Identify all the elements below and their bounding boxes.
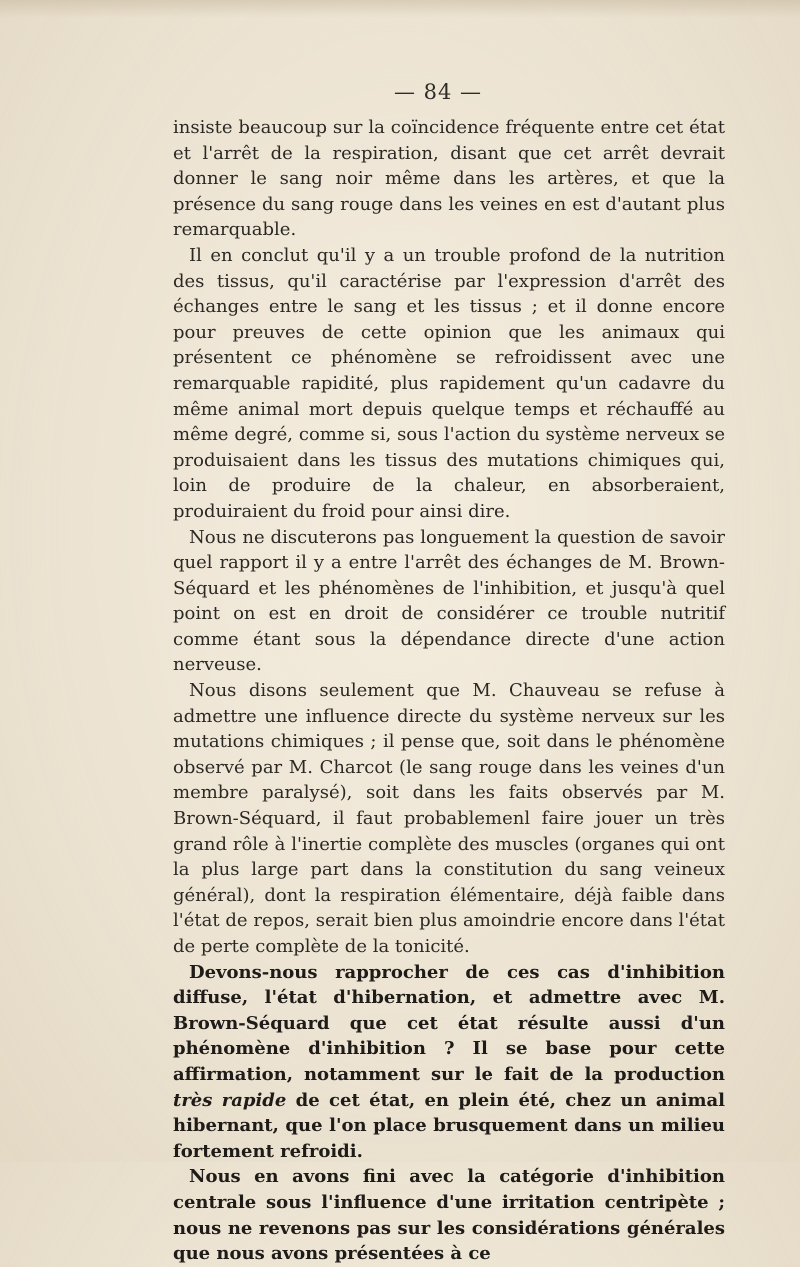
paragraph-2: Il en conclut qu'il y a un trouble profond de la nutrition des tissus, qu'il caractérise par l'expression d'arrêt des échanges entre le sang et les tissus ; et il donne encore pour preuves de cette opinion que les animaux qui présentent ce phénomène se refroidissent avec une remarquable rapidité, plus rapidement qu'un cadavre du même animal mort depuis quelque temps et réchauffé au même degré, comme si, sous l'action du système nerveux se produisaient dans les tissus des mutations chimiques qui, loin de produire de la chaleur, en absorberaient, produiraient du froid pour ainsi dire. [173, 244, 725, 522]
paragraph-5 [173, 960, 725, 1165]
page-top-edge-shadow [0, 0, 800, 18]
paragraph-3: Nous ne discuterons pas longuement la question de savoir quel rapport il y a entre l'arrêt des échanges de M. Brown-Séquard et les phénomènes de l'inhibition, et jusqu'à quel point on est en droit de considérer ce trouble nutritif comme étant sous la dépendance directe d'une action nerveuse. [173, 526, 725, 676]
paragraph-5-text-before: Devons-nous rapprocher de ces cas d'inhibition diffuse, l'état d'hibernation, et admettre avec M. Brown-Séquard que cet état résulte aussi d'un phénomène d'inhibition ? Il se base pour cette affirmation, notamment sur le fait de la production [173, 961, 725, 1085]
paragraph-4: Nous disons seulement que M. Chauveau se refuse à admettre une influence directe du système nerveux sur les mutations chimiques ; il pense que, soit dans le phénomène observé par M. Charcot (le sang rouge dans les veines d'un membre paralysé), soit dans les faits observés par M. Brown-Séquard, il faut probablemenl faire jouer un très grand rôle à l'inertie complète des muscles (organes qui ont la plus large part dans la constitution du sang veineux général), dont la respiration élémentaire, déjà faible dans l'état de repos, serait bien plus amoindrie encore dans l'état de perte complète de la tonicité. [173, 680, 725, 957]
paragraph-5-italic: très rapide [173, 1089, 287, 1111]
paragraph-1: insiste beaucoup sur la coïncidence fréquente entre cet état et l'arrêt de la respiration, disant que cet arrêt devrait donner le sang noir même dans les artères, et que la présence du sang rouge dans les veines en est d'autant plus remarquable. [173, 117, 725, 241]
body-text [173, 115, 725, 1267]
paragraph-5-text-after: de cet état, en plein été, chez un animal hibernant, que l'on place brusquement dans un milieu fortement refroidi. [173, 1089, 726, 1162]
page-number: — 84 — [393, 80, 483, 104]
paragraph-6: Nous en avons fini avec la catégorie d'inhibition centrale sous l'influence d'une irritation centripète ; nous ne revenons pas sur les considérations générales que nous avons présentées à ce [173, 1166, 725, 1265]
